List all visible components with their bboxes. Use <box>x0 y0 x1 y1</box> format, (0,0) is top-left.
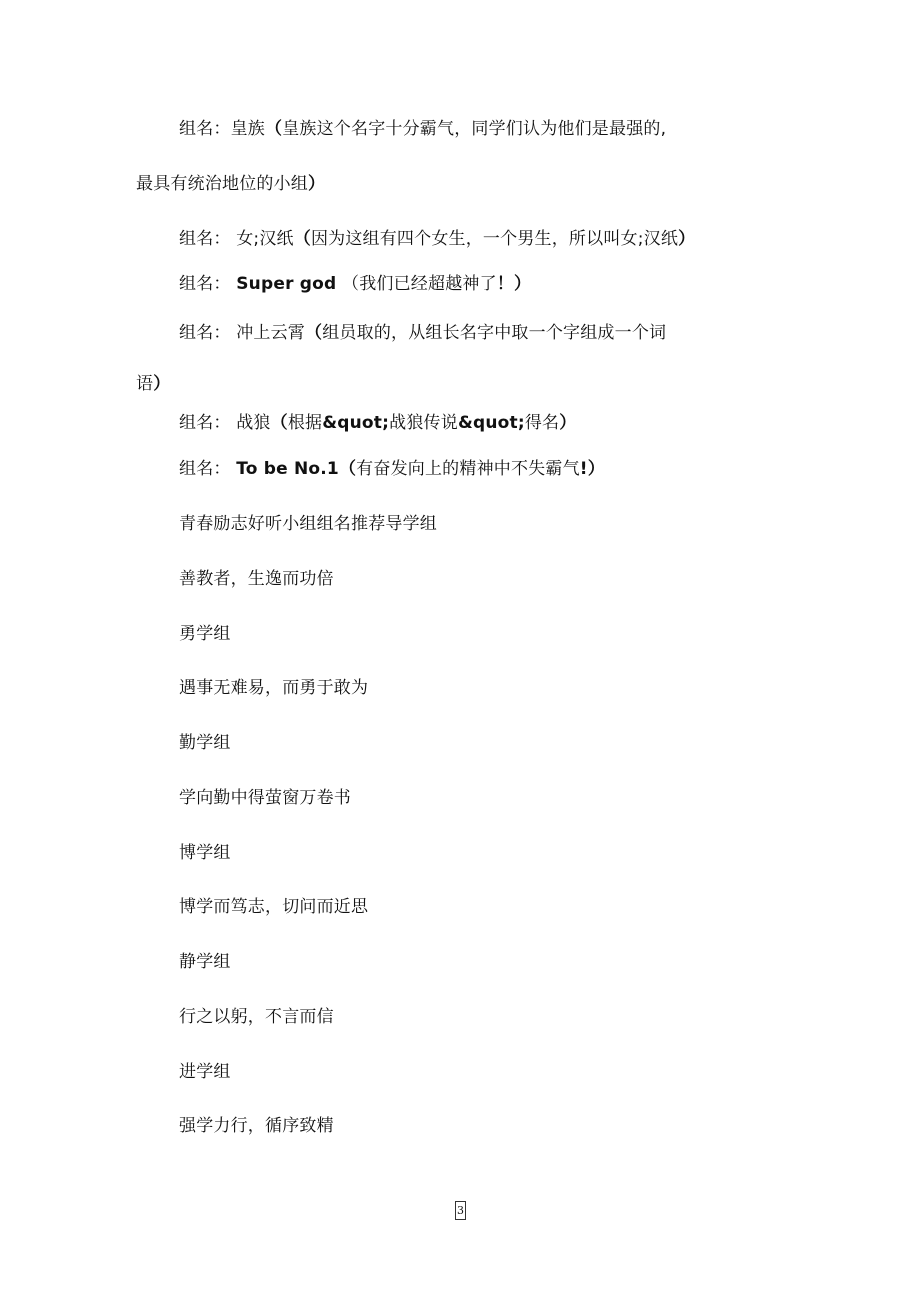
group-name-line-3 <box>179 273 531 295</box>
bold-paren: ） <box>308 174 326 194</box>
group-name-line-5 <box>179 412 576 434</box>
text-segment: 因为这组有四个女生，一个男生，所以叫女;汉纸 <box>310 229 679 249</box>
text-segment: 组名： 女;汉纸 <box>179 229 294 249</box>
text-segment: 组名：皇族 <box>179 119 265 139</box>
text-segment: 组员取的，从组长名字中取一个字组成一个词 <box>322 323 667 343</box>
text-segment: 组名： <box>179 274 237 294</box>
text-segment: 根据 <box>287 413 323 433</box>
bold-paren: （ <box>270 413 288 433</box>
text-segment: 皇族这个名字十分霸气，同学们认为他们是最强的, <box>282 119 667 139</box>
bold-paren: （ <box>293 229 311 249</box>
group-name-line-4 <box>179 322 666 344</box>
bold-paren: （ <box>338 459 357 479</box>
text-segment: 战狼传说 <box>389 413 458 433</box>
paragraph: 勇学组 <box>179 624 231 644</box>
paragraph: 青春励志好听小组组名推荐导学组 <box>179 514 437 534</box>
paragraph: 强学力行，循序致精 <box>179 1116 334 1136</box>
text-segment: 组名： <box>179 459 237 479</box>
bold-paren: !） <box>579 459 605 479</box>
paragraph: 博学而笃志，切问而近思 <box>179 897 369 917</box>
bold-paren: ） <box>153 374 171 394</box>
paragraph: 静学组 <box>179 952 231 972</box>
paragraph: 学向勤中得萤窗万卷书 <box>179 788 351 808</box>
group-name-line-1-cont <box>136 173 325 195</box>
paragraph: 行之以躬，不言而信 <box>179 1007 334 1027</box>
bold-paren: ） <box>559 413 577 433</box>
paragraph: 善教者，生逸而功倍 <box>179 569 334 589</box>
paragraph: 遇事无难易，而勇于敢为 <box>179 678 369 698</box>
paragraph: 博学组 <box>179 843 231 863</box>
group-name-line-6 <box>179 458 605 480</box>
bold-paren: ） <box>678 229 696 249</box>
bold-paren: （ <box>265 119 283 139</box>
bold-entity: &quot; <box>457 413 525 433</box>
text-segment: 最具有统治地位的小组 <box>136 174 308 194</box>
bold-entity: &quot; <box>322 413 390 433</box>
group-name-line-4-cont <box>136 373 170 395</box>
text-segment: 语 <box>136 374 154 394</box>
text-segment: （我们已经超越神了 <box>336 274 497 294</box>
paragraph: 进学组 <box>179 1062 231 1082</box>
group-name-line-1 <box>179 118 666 140</box>
bold-paren: （ <box>305 323 323 343</box>
bold-name: To be No.1 <box>236 459 339 479</box>
paragraph: 勤学组 <box>179 733 231 753</box>
text-segment: 组名： 战狼 <box>179 413 271 433</box>
bold-name: Super god <box>236 274 337 294</box>
text-segment: 组名： 冲上云霄 <box>179 323 306 343</box>
page-number: 3 <box>455 1201 466 1220</box>
text-segment: 有奋发向上的精神中不失霸气 <box>356 459 580 479</box>
bold-paren: ！） <box>496 274 532 294</box>
group-name-line-2 <box>179 228 695 250</box>
text-segment: 得名 <box>524 413 560 433</box>
